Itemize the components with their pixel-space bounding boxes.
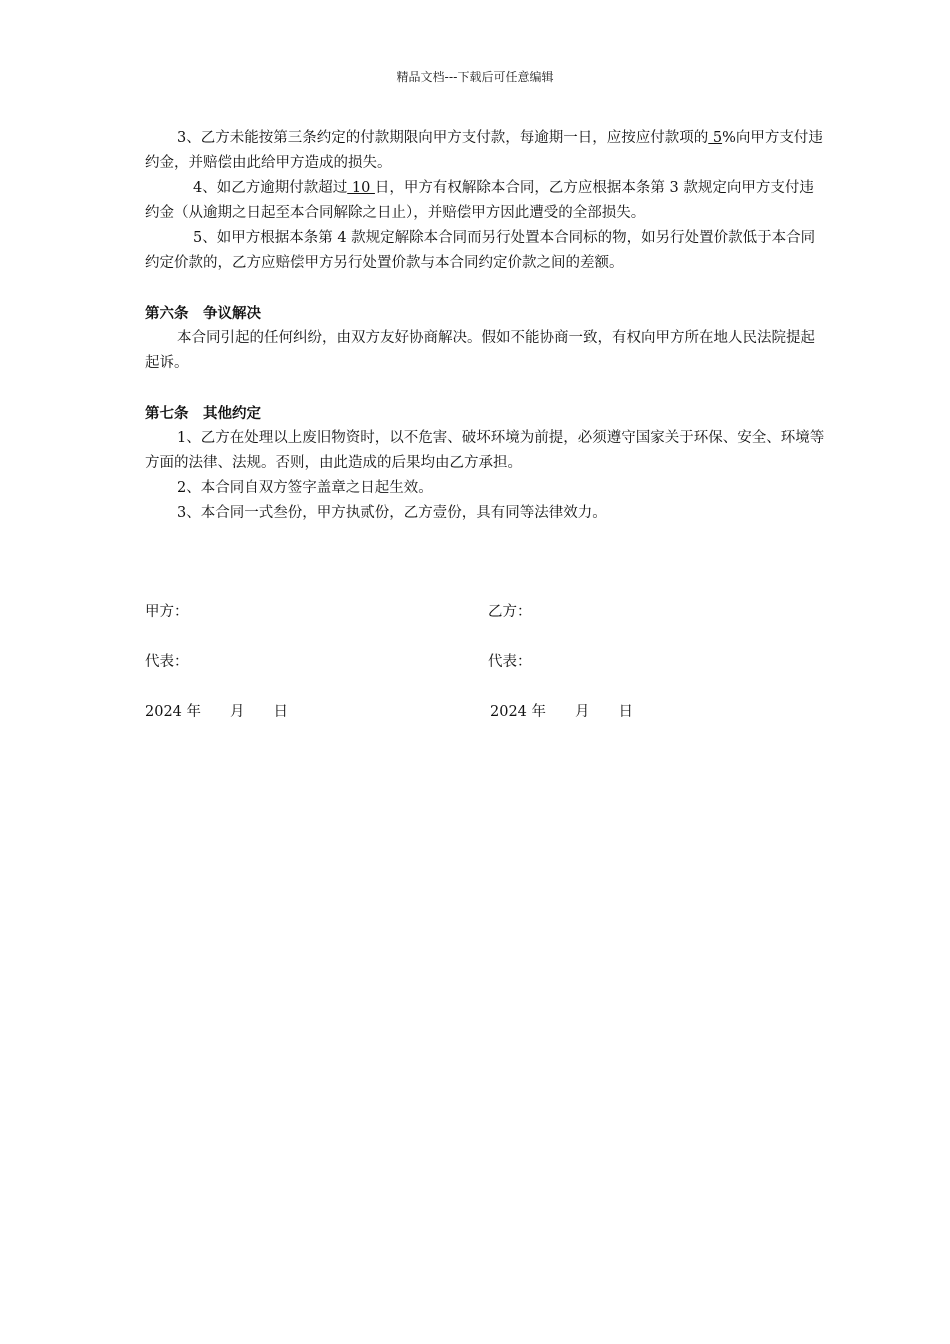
article-7-item-1: 1、乙方在处理以上废旧物资时，以不危害、破坏环境为前提，必须遵守国家关于环保、安全、环境等方面的法律、法规。否则，由此造成的后果均由乙方承担。 — [145, 430, 825, 471]
clause-3 — [145, 126, 825, 176]
clause-3-rate: 5 — [708, 130, 723, 146]
clause-4-text-b: 日，甲方有权解除本合同，乙方应根据本条第 3 款规定向甲方支付违约金（从逾期之日起至本合同解除之日止），并赔偿甲方因此遭受的全部损失。 — [145, 180, 814, 221]
clause-4 — [145, 176, 825, 226]
clause-3-text-b: %向甲方支付违约金，并赔偿由此给甲方造成的损失。 — [145, 130, 823, 171]
clause-4-text-a: 4、如乙方逾期付款超过 — [193, 180, 348, 196]
article-6-body: 本合同引起的任何纠纷，由双方友好协商解决。假如不能协商一致，有权向甲方所在地人民法院提起起诉。 — [145, 330, 815, 371]
clause-3-text-a: 3、乙方未能按第三条约定的付款期限向甲方支付款，每逾期一日，应按应付款项的 — [177, 130, 709, 146]
article-7-item-3: 3、本合同一式叁份，甲方执贰份，乙方壹份，具有同等法律效力。 — [177, 505, 607, 521]
contract-body — [145, 126, 825, 526]
rep-a-label: 代表： — [145, 654, 189, 670]
rep-b-label: 代表： — [488, 654, 532, 670]
article-6-title: 第六条 争议解决 — [145, 305, 261, 322]
party-a-label: 甲方： — [145, 604, 189, 620]
article-7-title: 第七条 其他约定 — [145, 405, 261, 422]
date-b: 2024 年 月 日 — [490, 704, 634, 720]
page-header: 精品文档---下载后可任意编辑 — [396, 70, 554, 84]
article-7-item-2: 2、本合同自双方签字盖章之日起生效。 — [177, 480, 433, 496]
party-b-label: 乙方： — [488, 604, 532, 620]
date-a: 2024 年 月 日 — [145, 704, 289, 720]
clause-4-days: 10 — [347, 180, 375, 196]
clause-5: 5、如甲方根据本条第 4 款规定解除本合同而另行处置本合同标的物，如另行处置价款低于本合同约定价款的，乙方应赔偿甲方另行处置价款与本合同约定价款之间的差额。 — [145, 230, 816, 271]
